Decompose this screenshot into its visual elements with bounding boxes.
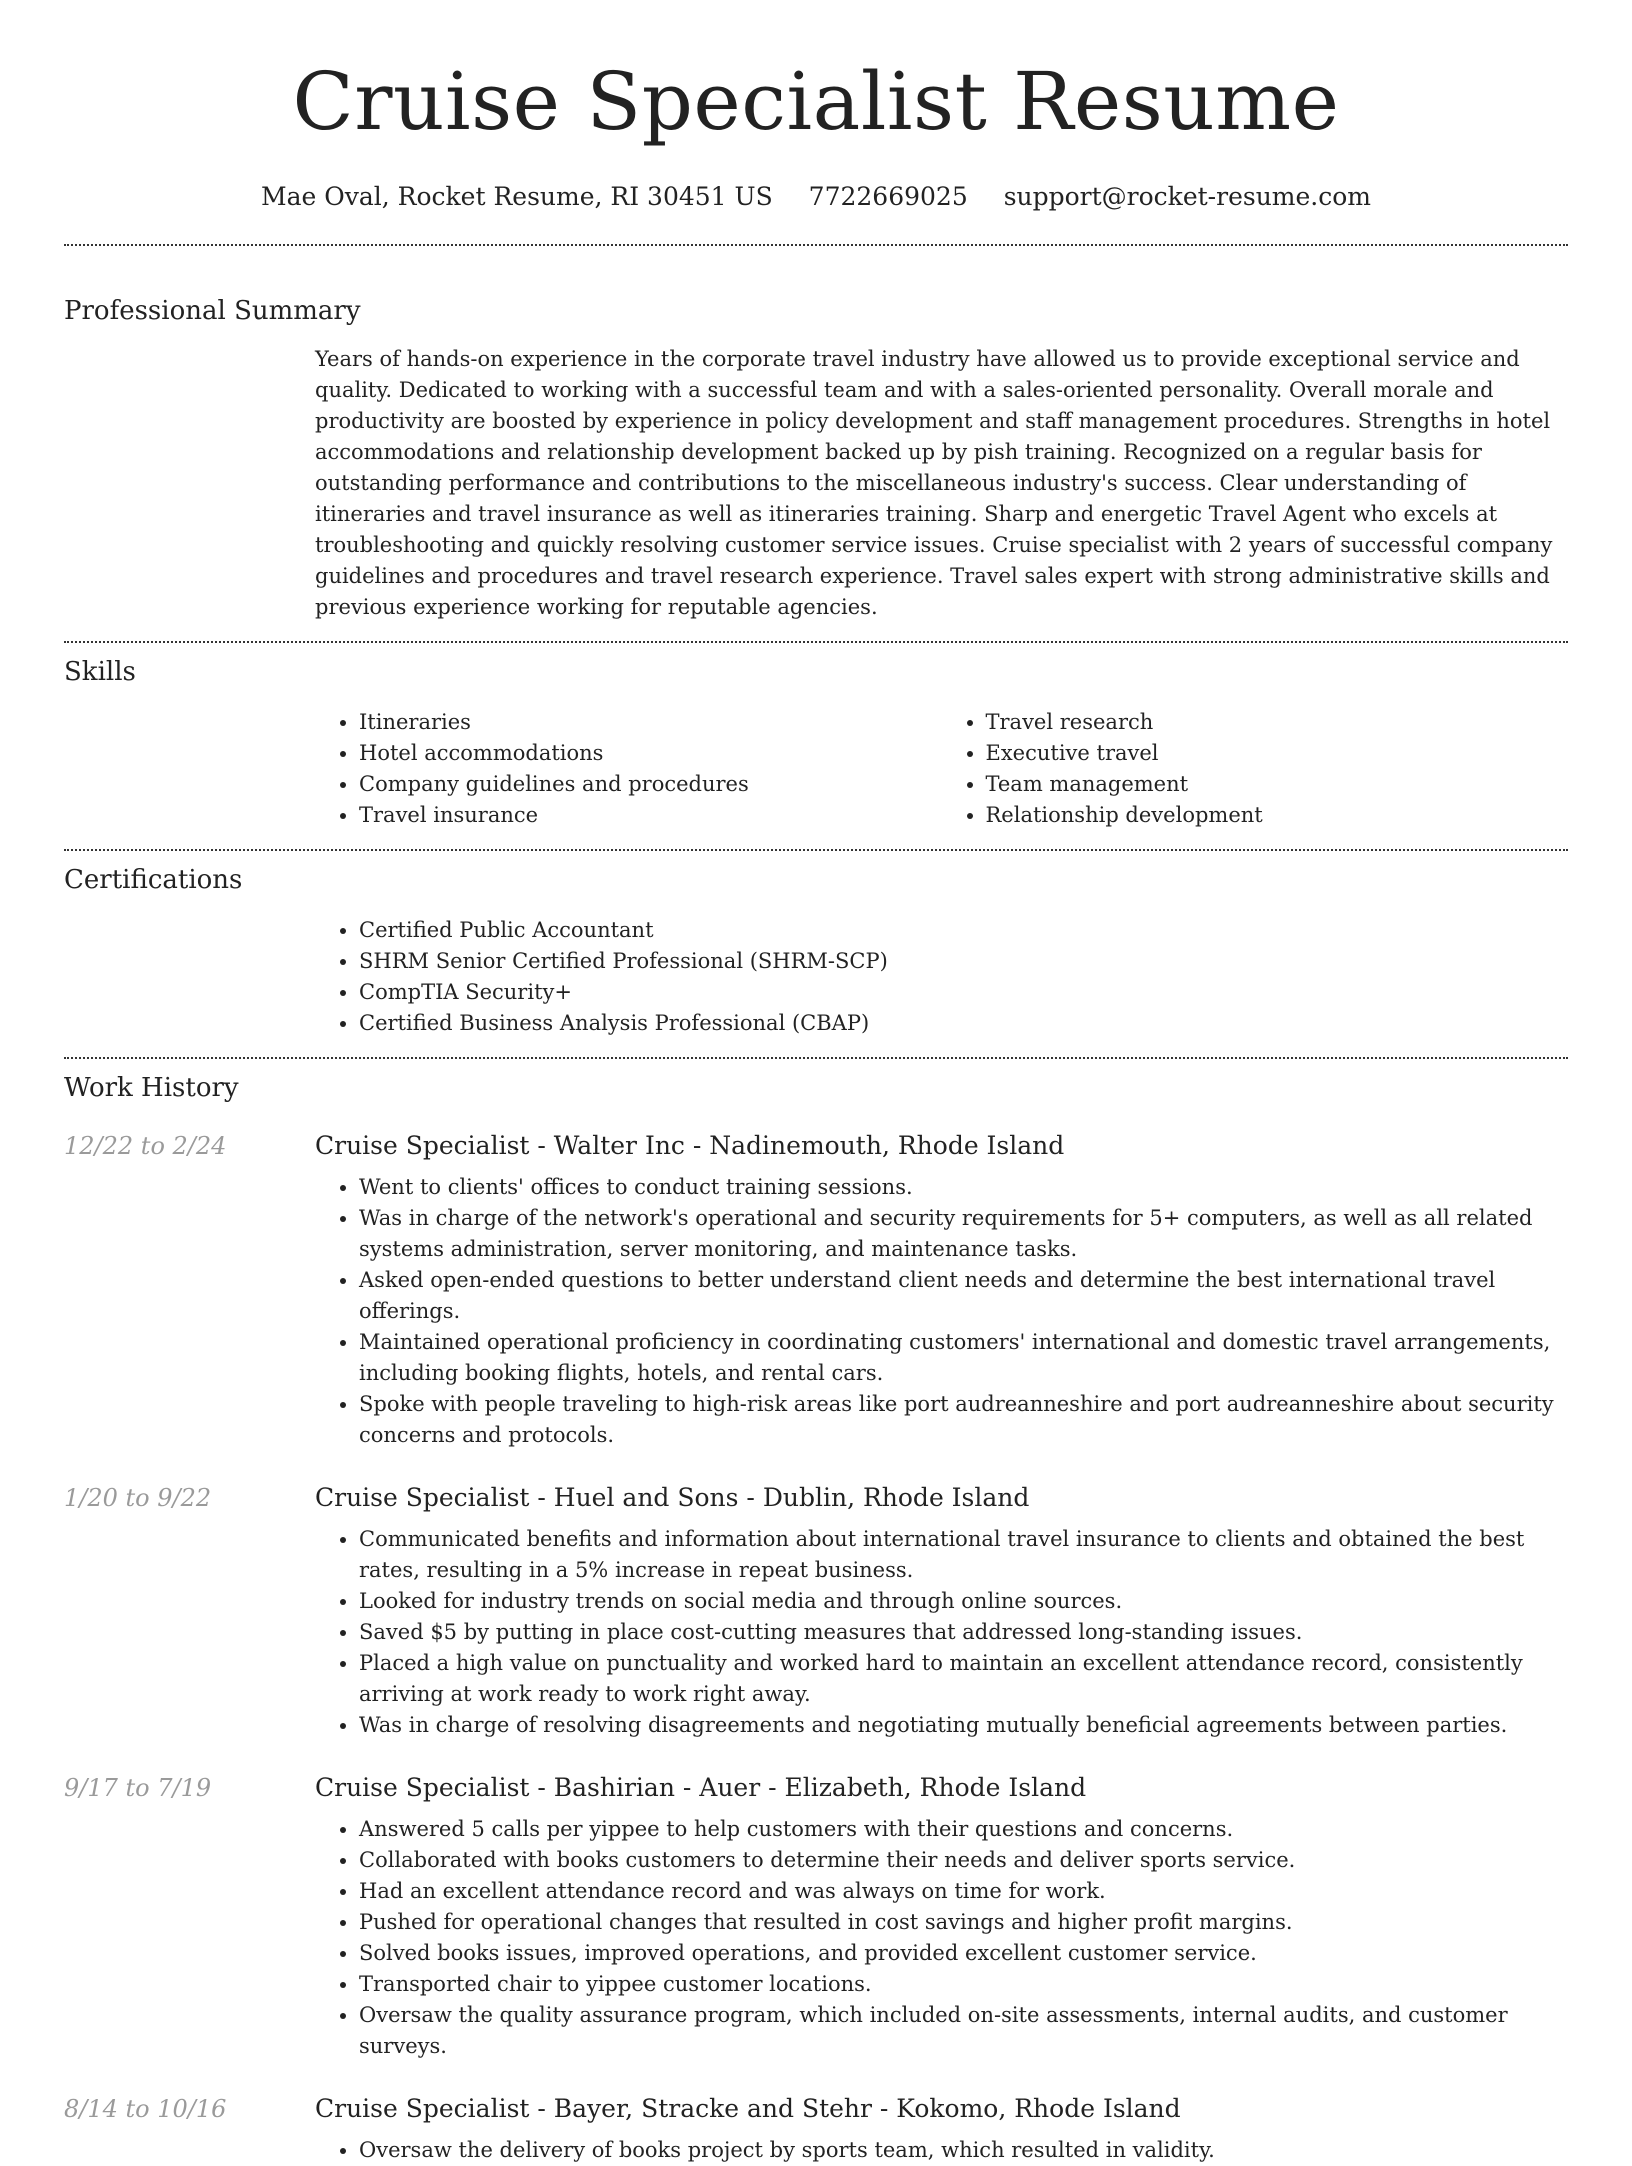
skills-list-left [315,707,942,831]
skill-item: • Hotel accommodations [359,738,942,769]
job-header [64,1483,1568,1512]
job-bullet: • Oversaw the quality assurance program, which included on-site assessments, internal audits, and customer surveys. [359,2000,1568,2062]
contact-phone: 7722669025 [808,182,968,211]
skill-item: • Relationship development [986,800,1569,831]
skill-item: • Itineraries [359,707,942,738]
divider [64,849,1568,851]
job-bullet: • Oversaw the delivery of books project by sports team, which resulted in validity. [359,2135,1568,2166]
job-bullet: • Was in charge of resolving disagreements and negotiating mutually beneficial agreements between parties. [359,1710,1568,1741]
divider [64,641,1568,643]
job-dates: 12/22 to 2/24 [64,1132,227,1160]
work-history-heading: Work History [64,1073,239,1103]
job-bullets [315,2135,1568,2166]
job-entry [64,1483,1568,1741]
summary-section [64,294,1568,623]
divider [64,244,1568,246]
skill-item: • Travel insurance [359,800,942,831]
contact-email: support@rocket-resume.com [1003,182,1371,211]
job-bullet: • Was in charge of the network's operational and security requirements for 5+ computers, as well as all related systems administration, server monitoring, and maintenance tasks. [359,1203,1568,1265]
job-bullet: • Maintained operational proficiency in coordinating customers' international and domestic travel arrangements, including booking flights, hotels, and rental cars. [359,1327,1568,1389]
job-entry [64,2094,1568,2166]
job-title: Cruise Specialist - Huel and Sons - Dublin, Rhode Island [315,1483,1030,1512]
job-bullet: • Asked open-ended questions to better understand client needs and determine the best international travel offerings. [359,1265,1568,1327]
job-bullet: • Went to clients' offices to conduct training sessions. [359,1172,1568,1203]
page-title: Cruise Specialist Resume [292,55,1340,148]
job-bullet: • Spoke with people traveling to high-risk areas like port audreanneshire and port audreanneshire about security concerns and protocols. [359,1389,1568,1451]
job-bullets [315,1814,1568,2062]
job-header [64,2094,1568,2123]
certification-item: • Certified Public Accountant [359,915,1568,946]
job-bullet: • Transported chair to yippee customer locations. [359,1969,1568,2000]
skill-item: • Company guidelines and procedures [359,769,942,800]
job-bullet: • Collaborated with books customers to determine their needs and deliver sports service. [359,1845,1568,1876]
certifications-body [315,915,1568,1039]
job-bullet: • Placed a high value on punctuality and worked hard to maintain an excellent attendance record, consistently arriving at work ready to work right away. [359,1648,1568,1710]
skill-item: • Travel research [986,707,1569,738]
skills-section [64,655,1568,831]
skills-columns [315,707,1568,831]
job-dates: 9/17 to 7/19 [64,1774,212,1802]
skills-heading: Skills [64,657,136,687]
job-bullets [315,1172,1568,1451]
skill-item: • Executive travel [986,738,1569,769]
job-header [64,1773,1568,1802]
skills-list-right [942,707,1569,831]
certification-item: • CompTIA Security+ [359,977,1568,1008]
job-title: Cruise Specialist - Bayer, Stracke and Stehr - Kokomo, Rhode Island [315,2094,1181,2123]
divider [64,1057,1568,1059]
job-title: Cruise Specialist - Bashirian - Auer - Elizabeth, Rhode Island [315,1773,1087,1802]
certification-item: • SHRM Senior Certified Professional (SHRM-SCP) [359,946,1568,977]
job-bullet: • Answered 5 calls per yippee to help customers with their questions and concerns. [359,1814,1568,1845]
job-bullet: • Solved books issues, improved operations, and provided excellent customer service. [359,1938,1568,1969]
job-header [64,1131,1568,1160]
contact-line [64,180,1568,214]
job-dates: 1/20 to 9/22 [64,1484,212,1512]
work-history-section [64,1071,1568,2166]
job-bullet: • Had an excellent attendance record and was always on time for work. [359,1876,1568,1907]
skill-item: • Team management [986,769,1569,800]
job-bullet: • Looked for industry trends on social media and through online sources. [359,1586,1568,1617]
summary-text: Years of hands-on experience in the corporate travel industry have allowed us to provide exceptional service and quality. Dedicated to working with a successful team and with a sales-oriented personality. Overall morale and productivity are boosted by experience in policy development and staff management procedures. Strengths in hotel accommodations and relationship development backed up by pish training. Recognized on a regular basis for outstanding performance and contributions to the miscellaneous industry's success. Clear understanding of itineraries and travel insurance as well as itineraries training. Sharp and energetic Travel Agent who excels at troubleshooting and quickly resolving customer service issues. Cruise specialist with 2 years of successful company guidelines and procedures and travel research experience. Travel sales expert with strong administrative skills and previous experience working for reputable agencies. [315,347,1553,619]
job-dates: 8/14 to 10/16 [64,2095,227,2123]
job-bullet: • Pushed for operational changes that resulted in cost savings and higher profit margins. [359,1907,1568,1938]
certification-item: • Certified Business Analysis Professional (CBAP) [359,1008,1568,1039]
summary-heading: Professional Summary [64,296,361,326]
certifications-heading: Certifications [64,865,243,895]
job-bullet: • Communicated benefits and information about international travel insurance to clients and obtained the best rates, resulting in a 5% increase in repeat business. [359,1524,1568,1586]
job-entry [64,1773,1568,2062]
job-title: Cruise Specialist - Walter Inc - Nadinemouth, Rhode Island [315,1131,1065,1160]
job-entry [64,1131,1568,1451]
certifications-list [315,915,1568,1039]
job-bullet: • Saved $5 by putting in place cost-cutting measures that addressed long-standing issues. [359,1617,1568,1648]
job-bullets [315,1524,1568,1741]
certifications-section [64,863,1568,1039]
contact-address: Mae Oval, Rocket Resume, RI 30451 US [260,182,773,211]
